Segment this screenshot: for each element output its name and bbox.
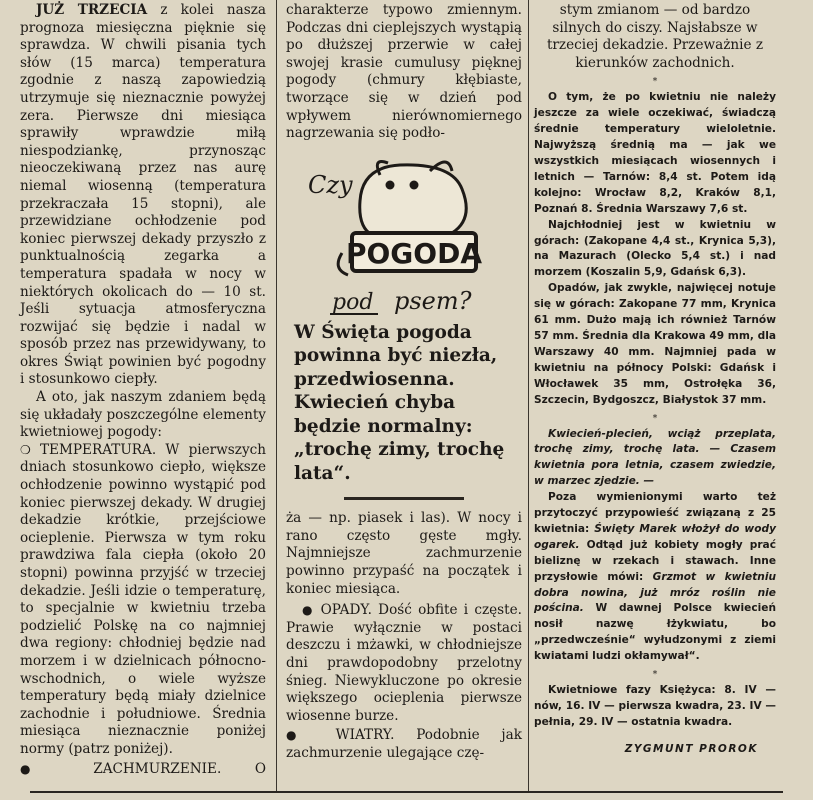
intro-text: z kolei nasza prognoza miesięczna pięknie się sprawdza. W chwili pisania tych słów (15 marca) temperatura zgodnie z naszą zapowiedzią utrzymuje się nieznacznie powyżej zera. Pierwsze dni miesiąca sprawiły wprawdzie miłą niespodziankę, przynosząc nieoczekiwaną przez nas aurę niemal wiosenną (temperatura przekraczała 15 stopni), ale przewidziane ochłodzenie pod koniec pierwszej dekady przyszło z punktualnością zegarka a temperatura spadała w nocy w niektórych okolicach do — 10 st. Jeśli sytuacja atmosferyczna rozwijać się będzie i nadal w sposób przez nas przewidywany, to okres Świąt powinien być pogodny i stosunkowo ciepły. [20,2,266,388]
proverb-paragraph: Kwiecień-plecień, wciąż przeplata, trochę zimy, trochę lata. — Czasem kwietnia pora letnia, czasem zwiedzie, w marzec zjedzie. — [534,427,776,488]
cloudiness-label: ZACHMURZENIE. [93,760,222,777]
logo-pogoda-text: POGODA [345,236,483,270]
wind-section [286,727,522,762]
saints-text-c: W dawnej Polsce kwiecień nosił nazwę łżykwiatu, bo „przedwcześnie“ wyłudzonymi z ziemi kwiatami ludzi okłamywał“. [534,602,776,663]
cloudiness-heading [20,761,266,779]
wind-text: Podobnie jak zachmurzenie ulegające czę- [286,727,522,761]
precipitation-section [286,602,522,725]
temperature-label: TEMPERATURA. [39,441,157,458]
logo-czy-text: Czy [308,170,353,199]
hollow-bullet-icon: ❍ [20,442,31,457]
column-1 [20,2,266,778]
precipitation-text: Dość obfite i częste. Prawie wyłącznie w postaci deszczu i mżawki, w chłodniejsze dni prawdopodobny przelotny śnieg. Niewykluczone po okresie większego ocieplenia pierwsze wiosenne burze. [286,602,522,724]
precipitation-stats-paragraph: Opadów, jak zwykle, najwięcej notuje się w górach: Zakopane 77 mm, Krynica 61 mm. Dużo mają ich również Tarnów 57 mm. Średnia dla Krakowa 49 mm, dla Warszawy 40 mm. Najmniej pada w kwietniu na północy Polski: Gdańsk i Włocławek 35 mm, Ostrołęka 36, Szczecin, Bydgoszcz, Białystok 37 mm. [534,282,776,406]
temperature-section [20,442,266,759]
wind-label: WIATRY. [335,727,395,744]
intro-lead: JUŻ TRZECIA [36,2,148,18]
asterisk-divider: * [652,413,658,424]
saints-text-b: Odtąd już kobiety mogły prać bieliznę w rzekach i stawach. Inne przysłowie mówi: [534,538,776,583]
moon-phases-paragraph: Kwietniowe fazy Księżyca: 8. IV — nów, 16. IV — pierwsza kwadra, 23. IV — pełnia, 29. IV — ostatnia kwadra. [534,684,776,728]
column-rule-1 [276,0,277,792]
headline: W Święta pogoda powinna być niezła, przedwiosenna. Kwiecień chyba będzie normalny: „trochę zimy, trochę lata“. [294,321,505,484]
bullet-icon: ● [302,603,315,618]
column-2 [286,2,522,763]
asterisk-divider: * [652,670,658,681]
bullet-icon: ● [20,761,60,776]
headline-rule [344,497,464,500]
asterisk-divider: * [652,77,658,88]
czy-pogoda-pod-psem-logo [302,149,502,315]
temperature-text: W pierwszych dniach stosunkowo ciepło, większe ochłodzenie powinno wystąpić pod koniec pierwszej dekady. W drugiej dekadzie krótkie, przejściowe ocieplenie. Pierwsza w tym roku prawdziwa fala ciepła (około 20 stopni) powinna przyjść w trzeciej dekadzie. Jeśli idzie o temperaturę, to specjalnie w kwietniu trzeba podzielić Polskę na co najmniej dwa regiony: chłodniej będzie nad morzem i w dzielnicach północno-wschodnich, o wiele wyższe temperatury będą miały dzielnice zachodnie i południowe. Średnia miesiąca nieznacznie poniżej normy (patrz poniżej). [20,441,266,757]
dog-eye-right [410,180,419,189]
column-3 [534,2,776,755]
bottom-rule [30,791,783,793]
column-rule-2 [528,0,529,792]
author-signature: ZYGMUNT PROROK [624,742,758,755]
elements-paragraph: A oto, jak naszym zdaniem będą się układały poszczególne elementy kwietniowej pogody: [20,389,266,441]
cloudiness-text: charakterze typowo zmiennym. Podczas dni cieplejszych wystąpią po dłuższej przerwie w całej swojej krasie cumulusy pięknej pogody (chmury kłębiaste, tworzące się w dzień pod wpływem nierównomiernego nagrzewania się podło- [286,2,522,142]
coldest-paragraph: Najchłodniej jest w kwietniu w górach: (Zakopane 4,4 st., Krynica 5,3), na Mazurach (Olecko 5,4 st.) i nad morzem (Koszalin 5,9, Gdańsk 6,3). [534,218,776,279]
precipitation-label: OPADY. [320,602,372,619]
cloudiness-tail: O [254,760,266,777]
intro-paragraph [20,2,266,389]
bullet-icon: ● [286,728,314,743]
wind-continued: stym zmianom — od bardzo silnych do ciszy. Najsłabsze w trzeciej dekadzie. Przeważnie z kierunków zachodnich. [546,2,764,71]
proverb-grzmot: Grzmot w kwietniu dobra nowina, już mróz roślin nie pościna. [534,570,776,615]
saints-paragraph [534,490,776,665]
mean-temperature-paragraph: O tym, że po kwietniu nie należy jeszcze za wiele oczekiwać, świadczą średnie temperatury wieloletnie. Najwyższą średnią ma — jak we wszystkich miesiącach wiosennych i letnich — Tarnów: 8,4 st. Potem idą kolejno: Wrocław 8,2, Kraków 8,1, Poznań 8. Średnia Warszawy 7,6 st. [534,91,776,215]
cloudiness-continued: ża — np. piasek i las). W nocy i rano często gęste mgły. Najmniejsze zachmurzenie powinno przypaść na początek i koniec miesiąca. [286,510,522,597]
logo-psem-text: psem? [394,286,472,315]
proverb-marek: Święty Marek włożył do wody ogarek. [534,522,776,551]
dog-eye-left [386,180,395,189]
saints-text-a: Poza wymienionymi warto też przytoczyć przypowieść związaną z 25 kwietnia: [534,491,776,535]
dog-icon [360,161,466,239]
logo-pod-text: pod [332,289,374,315]
